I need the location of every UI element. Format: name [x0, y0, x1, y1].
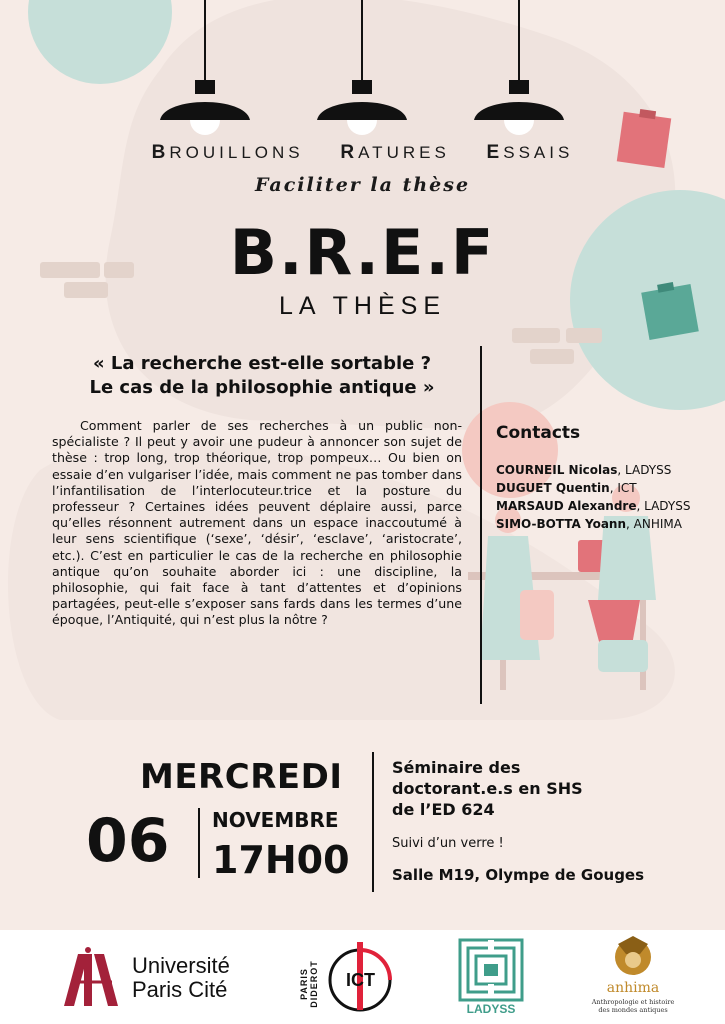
seminar-line3: de l’ED 624 [392, 800, 495, 819]
vertical-divider [480, 346, 482, 704]
contact-item [496, 461, 690, 479]
contact-affiliation: , LADYSS [636, 499, 691, 513]
tagline: Faciliter la thèse [254, 174, 471, 196]
event-room: Salle M19, Olympe de Gouges [392, 866, 645, 884]
logo-ladyss [458, 938, 524, 1018]
event-time: 17H00 [212, 838, 350, 882]
teal-circle-top-left [28, 0, 172, 84]
seminar-line2: doctorant.e.s en SHS [392, 779, 583, 798]
anhima-caption-line2: des mondes antiques [598, 1006, 668, 1014]
upc-line2: Paris Cité [132, 977, 228, 1002]
series-word-2: RATURES [340, 142, 450, 163]
series-word-3: ESSAIS [486, 142, 574, 163]
sub-title: LA THÈSE [278, 292, 447, 320]
contact-name: MARSAUD Alexandre [496, 499, 637, 513]
seminar-title [392, 757, 712, 820]
talk-title [50, 352, 474, 400]
seminar-line1: Séminaire des [392, 758, 521, 777]
talk-title-line2: Le cas de la philosophie antique » [89, 377, 435, 398]
contact-item [496, 497, 690, 515]
ladyss-text: LADYSS [466, 1002, 516, 1016]
contacts-title: Contacts [496, 423, 581, 443]
talk-title-line1: « La recherche est-elle sortable ? [92, 353, 432, 374]
contact-name: SIMO-BOTTA Yoann [496, 517, 626, 531]
logo-footer [0, 930, 725, 1024]
contact-affiliation: , ICT [609, 481, 637, 495]
contact-name: DUGUET Quentin [496, 481, 610, 495]
contact-item [496, 515, 690, 533]
ladyss-labyrinth-icon [458, 938, 524, 1002]
upc-emblem-icon [58, 946, 122, 1008]
drink-note: Suivi d’un verre ! [392, 836, 504, 851]
anhima-caption-line1: Anthropologie et histoire [591, 998, 675, 1006]
series-word-1: BROUILLONS [151, 142, 304, 163]
logo-anhima [578, 934, 688, 1022]
logo-universite-paris-cite [58, 944, 258, 1010]
contact-item [496, 479, 690, 497]
anhima-caption [578, 998, 688, 1014]
date-divider [198, 808, 200, 878]
contact-affiliation: , LADYSS [617, 463, 672, 477]
event-month: NOVEMBRE [212, 808, 339, 832]
logo-ict-diderot [300, 938, 400, 1018]
upc-line1: Université [132, 953, 230, 978]
event-day-name: MERCREDI [140, 757, 343, 797]
anhima-name: anhima [606, 980, 660, 996]
event-divider [372, 752, 374, 892]
main-title: B.R.E.F [229, 216, 496, 289]
event-day-number: 06 [86, 806, 170, 876]
talk-abstract: Comment parler de ses recherches à un public non-spécialiste ? Il peut y avoir une pudeur à annoncer son sujet de thèse : trop long, trop théorique, trop pompeux… Ou bien on essaie d’en vulgariser l’idée, mais comment ne pas tomber dans l’infantilisation de l’interlocuteur.trice et la posture du professeur ? Certaines idées peuvent déplaire aussi, parce qu’elles résonnent autrement dans un espace inaccoutumé à leur sens scientifique (‘sexe’, ‘désir’, ‘esclave’, ‘aristocrate’, etc.). C’est en particulier le cas de la recherche en philosophie antique qu’on souhaite aborder ici : une discipline, la philosophie, qui fait face à tant d’attentes et d’opinions partagées, peut-elle s’exposer sans fards dans les termes d’une époque, l’Antiquité, qui n’est plus la nôtre ? [52, 418, 462, 628]
diderot-text: PARIS DIDEROT [299, 960, 319, 1008]
contact-affiliation: , ANHIMA [626, 517, 682, 531]
ict-text: ICT [346, 970, 375, 990]
contact-name: COURNEIL Nicolas [496, 463, 618, 477]
anhima-emblem-icon [610, 934, 656, 980]
contacts-list [496, 461, 690, 533]
series-title [0, 142, 725, 164]
